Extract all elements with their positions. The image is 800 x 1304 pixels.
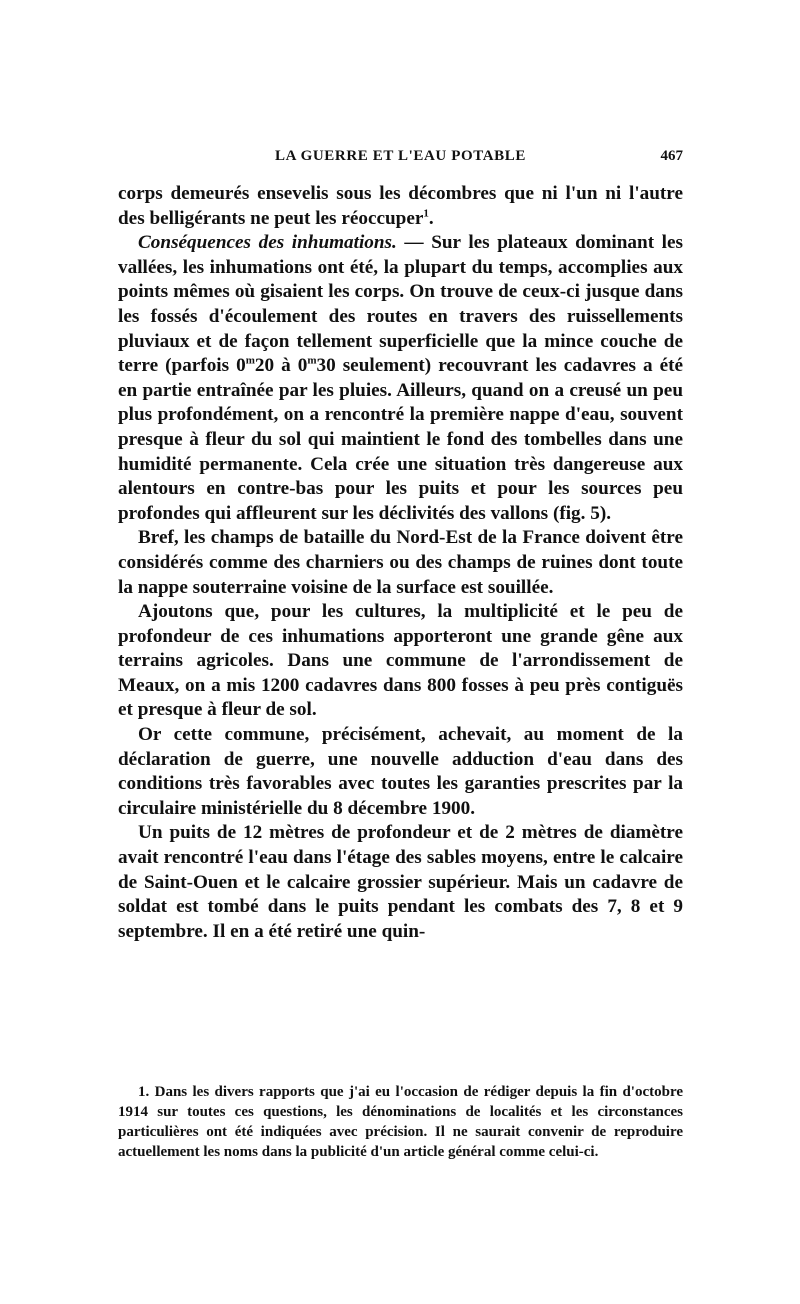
footnote-1: 1. Dans les divers rapports que j'ai eu l'occasion de rédiger depuis la fin d'octobre 1914 sur toutes ces questions, les dénominations de localités et les circonstances particulières ont été indiquées avec précision. Il ne saurait convenir de reproduire actuellement les noms dans la publicité d'un article général comme celui-ci. — [118, 1084, 683, 1160]
unit-superscript: m — [245, 354, 255, 367]
footnote-ref: 1 — [423, 207, 429, 220]
footnotes — [118, 1082, 683, 1162]
page-number: 467 — [660, 148, 683, 164]
paragraph-4: Ajoutons que, pour les cultures, la multiplicité et le peu de profondeur de ces inhumations apporteront une grande gêne aux terrains agricoles. Dans une commune de l'arrondissement de Meaux, on a mis 1200 cadavres dans 800 fosses à peu près contiguës et presque à fleur de sol. — [118, 601, 683, 721]
paragraph-1-text: corps demeurés ensevelis sous les décombres que ni l'un ni l'autre des belligérants ne peut les réoccuper — [118, 183, 683, 229]
paragraph-5: Or cette commune, précisément, achevait, au moment de la déclaration de guerre, une nouvelle adduction d'eau dans des conditions très favorables avec toutes les garanties prescrites par la circulaire ministérielle du 8 décembre 1900. — [118, 724, 683, 819]
paragraph-1 — [118, 182, 683, 231]
paragraph-2-text-2: 20 à 0 — [254, 355, 308, 377]
paragraph-2-text: — Sur les plateaux dominant les vallées, les inhumations ont été, la plupart du temps, accomplies aux points mêmes où gisaient les corps. On trouve de ceux-ci jusque dans les fossés d'écoulement des routes en travers des ruissellements pluviaux et de façon tellement superficielle que la mince couche de terre (parfois 0 — [118, 232, 683, 377]
paragraph-2 — [118, 231, 683, 526]
paragraph-6: Un puits de 12 mètres de profondeur et de 2 mètres de diamètre avait rencontré l'eau dans l'étage des sables moyens, entre le calcaire de Saint-Ouen et le calcaire grossier supérieur. Mais un cadavre de soldat est tombé dans le puits pendant les combats des 7, 8 et 9 septembre. Il en a été retiré une quin- — [118, 822, 683, 942]
paragraph-3: Bref, les champs de bataille du Nord-Est de la France doivent être considérés comme des charniers ou des champs de ruines dont toute la nappe souterraine voisine de la surface est souillée. — [118, 527, 683, 598]
paragraph-2-text-3: 30 seulement) recouvrant les cadavres a été en partie entraînée par les pluies. Ailleurs, quand on a creusé un peu plus profondément, on a rencontré la première nappe d'eau, souvent presque à fleur du sol qui maintient le fond des tombelles dans une humidité permanente. Cela crée une situation très dangereuse aux alentours en contre-bas pour les puits et pour les sources peu profondes qui affleurent sur les déclivités des vallons (fig. 5). — [118, 355, 684, 524]
section-lead: Conséquences des inhumations. — [138, 232, 397, 254]
unit-superscript: m — [307, 354, 317, 367]
page-header — [118, 148, 683, 172]
paragraph-1-tail: . — [428, 207, 434, 229]
body-text — [118, 182, 683, 944]
running-title: LA GUERRE ET L'EAU POTABLE — [275, 148, 526, 164]
